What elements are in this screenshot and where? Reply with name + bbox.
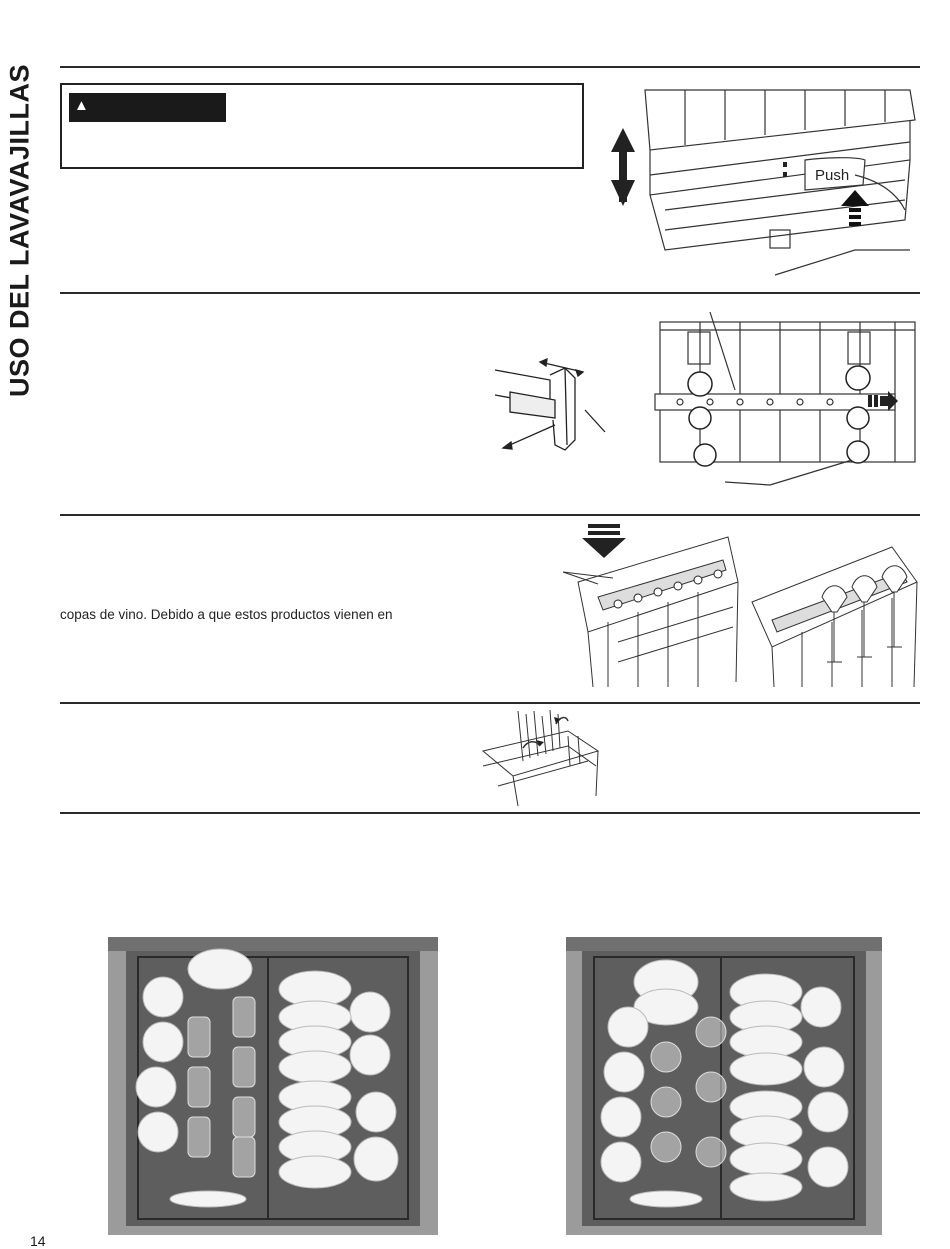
loaded-rack-photo-left — [108, 937, 438, 1235]
rack-rail-stop-clip-illustration — [495, 350, 610, 455]
stemware-holder-illustration-left — [558, 522, 740, 687]
warning-triangle-icon: ▲ — [74, 97, 89, 114]
press-down-arrow-icon — [582, 524, 626, 558]
rack-side-wheels-illustration — [630, 310, 920, 490]
loaded-rack-photo-right — [566, 937, 882, 1235]
upper-rack-adjuster-illustration — [605, 80, 920, 280]
warning-box — [60, 83, 584, 169]
side-section-title: USO DEL LAVAVAJILLAS — [4, 63, 35, 397]
section-divider-top — [60, 66, 920, 68]
warning-label-bar — [69, 93, 226, 122]
stemware-holder-illustration-right — [742, 522, 922, 687]
section-divider-2 — [60, 292, 920, 294]
push-label: Push — [815, 167, 850, 184]
section-divider-4 — [60, 702, 920, 704]
page-number: 14 — [30, 1233, 46, 1249]
section3-text-line: copas de vino. Debido a que estos productos vienen en — [60, 607, 393, 622]
fold-down-tines-illustration — [478, 706, 603, 808]
up-down-arrow-icon — [611, 128, 635, 206]
section-divider-5 — [60, 812, 920, 814]
section-divider-3 — [60, 514, 920, 516]
